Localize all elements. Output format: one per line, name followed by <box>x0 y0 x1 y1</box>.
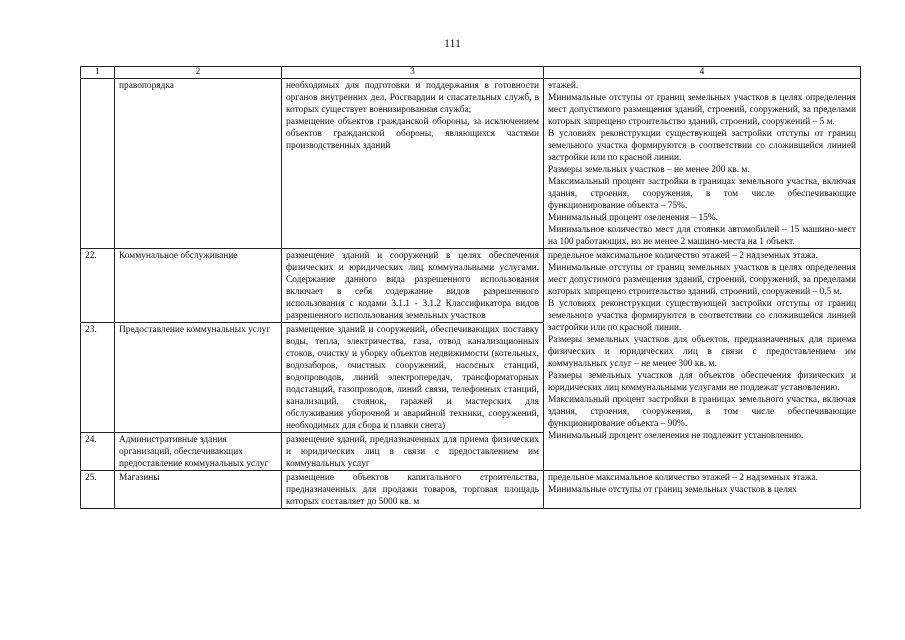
row-number: 25. <box>81 471 115 509</box>
parameter-line: Минимальное количество мест для стоянки автомобилей – 15 машино-мест на 100 работающих, но не менее 2 машино-места на 1 объект. <box>548 225 856 247</box>
parameter-line: предельное максимальное количество этажей – 2 надземных этажа. <box>548 251 818 261</box>
parameter-line: Минимальный процент озеленения не подлежит установлению. <box>548 431 804 441</box>
table-header-row <box>81 67 861 79</box>
parameters-cell <box>544 471 861 509</box>
row-number: 24. <box>81 433 115 471</box>
table-row <box>81 471 861 509</box>
row-number: 23. <box>81 323 115 433</box>
parameter-line: В условиях реконструкции существующей застройки отступы от границ земельного участка формируются в соответствии со сложившейся линией застройки или по красной линии. <box>548 299 856 333</box>
use-description: размещение зданий, предназначенных для приема физических и юридических лиц в связи с предоставлением им коммунальных услуг <box>282 433 544 471</box>
use-type-name: Магазины <box>115 471 282 509</box>
use-type-name: правопорядка <box>115 79 282 249</box>
use-type-name: Административные здания организаций, обеспечивающих предоставление коммунальных услуг <box>115 433 282 471</box>
column-header: 2 <box>115 67 282 79</box>
parameter-line: В условиях реконструкции существующей застройки отступы от границ земельного участка формируются в соответствии со сложившейся линией застройки или по красной линии. <box>548 129 856 163</box>
column-header: 3 <box>282 67 544 79</box>
use-description: размещение зданий и сооружений в целях обеспечения физических и юридических лиц коммунальными услугами. Содержание данного вида разрешенного использования включает в себя содержание видов разрешенного использования с кодами 3.1.1 - 3.1.2 Классификатора видов разрешенного использования земельных участков <box>282 249 544 323</box>
column-header: 1 <box>81 67 115 79</box>
use-description <box>282 79 544 249</box>
parameters-cell <box>544 79 861 249</box>
parameter-line: Минимальные отступы от границ земельных участков в целях определения мест допустимого размещения зданий, строений, сооружений, за пределами которых запрещено строительство зданий, строений, сооружений – 5 м. <box>548 93 856 127</box>
parameter-line: Максимальный процент застройки в границах земельного участка, включая здания, строения, сооружения, в том числе обеспечивающие функционирование объекта – 75%. <box>548 177 856 211</box>
table-row <box>81 249 861 323</box>
use-type-name: Предоставление коммунальных услуг <box>115 323 282 433</box>
table-row <box>81 79 861 249</box>
parameter-line: Размеры земельных участков – не менее 200 кв. м. <box>548 165 750 175</box>
use-type-name: Коммунальное обслуживание <box>115 249 282 323</box>
parameter-line: Минимальные отступы от границ земельных участков в целях определения мест допустимого размещения зданий, строений, сооружений, за пределами которых запрещено строительство зданий, строений, сооружений – 0,5 м. <box>548 263 856 297</box>
parameter-line: Размеры земельных участков для объектов обеспечения физических и юридических лиц коммунальными услугами не подлежат установлению. <box>548 371 856 393</box>
land-use-table <box>80 66 861 509</box>
row-number <box>81 79 115 249</box>
use-description-line: необходимых для подготовки и поддержания в готовности органов внутренних дел, Росгвардии и спасательных служб, в которых существует военизированная служба; <box>286 81 539 115</box>
page-number: 111 <box>443 36 462 50</box>
parameter-line: Размеры земельных участков для объектов, предназначенных для приема физических и юридических лиц в связи с предоставлением им коммунальных услуг – не менее 300 кв. м. <box>548 335 856 369</box>
column-header: 4 <box>544 67 861 79</box>
parameters-cell <box>544 249 861 471</box>
row-number: 22. <box>81 249 115 323</box>
parameter-line: Минимальный процент озеленения – 15%. <box>548 213 718 223</box>
parameter-line: предельное максимальное количество этажей – 2 надземных этажа. <box>548 473 818 483</box>
parameter-line: Минимальные отступы от границ земельных участков в целях <box>548 485 797 495</box>
use-description: размещение зданий и сооружений, обеспечивающих поставку воды, тепла, электричества, газа, отвод канализационных стоков, очистку и уборку объектов недвижимости (котельных, водозаборов, очистных сооружений, насосных станций, водопроводов, линий электропередач, трансформаторных подстанций, газопроводов, линий связи, телефонных станций, канализаций, стоянок, гаражей и мастерских для обслуживания уборочной и аварийной техники, сооружений, необходимых для сбора и плавки снега) <box>282 323 544 433</box>
use-description-line: размещение объектов гражданской обороны, за исключением объектов гражданской обороны, являющихся частями производственных зданий <box>286 117 539 151</box>
parameter-line: этажей. <box>548 81 579 91</box>
use-description: размещение объектов капитального строительства, предназначенных для продажи товаров, торговая площадь которых составляет до 5000 кв. м <box>282 471 544 509</box>
parameter-line: Максимальный процент застройки в границах земельного участка, включая здания, строения, сооружения, в том числе обеспечивающие функционирование объекта – 90%. <box>548 395 856 429</box>
